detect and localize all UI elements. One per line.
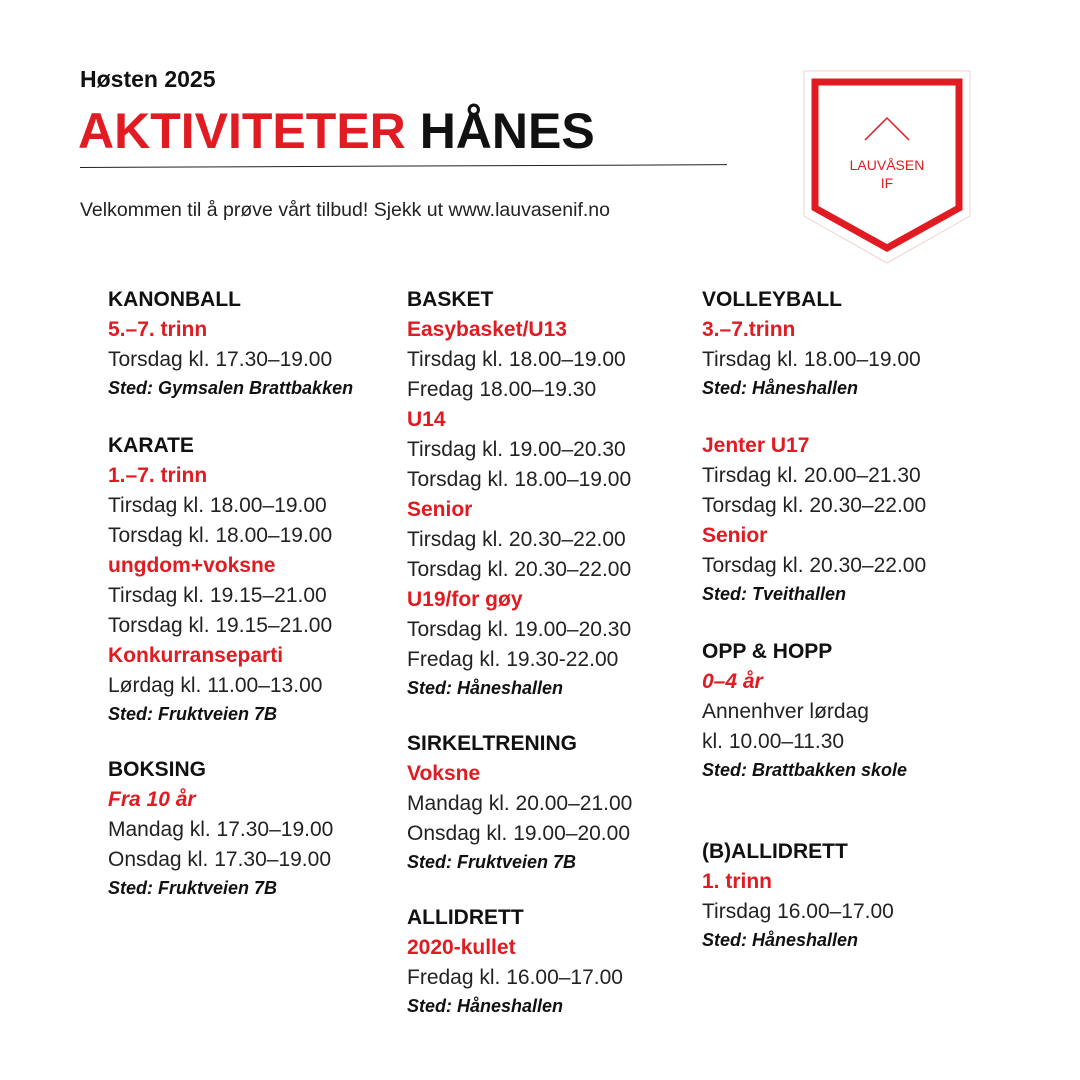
location: Sted: Tveithallen [702,584,847,604]
time-slot: Torsdag kl. 18.00–19.00 [407,468,632,491]
time-slot: Annenhver lørdag [702,700,869,723]
time-slot: Tirsdag kl. 18.00–19.00 [108,494,327,517]
time-slot: Tirsdag kl. 18.00–19.00 [702,348,921,371]
activity-name: SIRKELTRENING [407,732,577,755]
location: Sted: Håneshallen [407,678,564,698]
group-label: Senior [407,498,473,521]
group-label: U14 [407,408,446,431]
activity-column-2 [407,285,699,1019]
page-title-location: HÅNES [419,103,595,159]
group-label: 2020-kullet [407,936,516,959]
activity-name: KANONBALL [108,288,241,311]
group-label: Jenter U17 [702,434,810,457]
location: Sted: Fruktveien 7B [108,704,278,724]
activity-kanonball [108,285,400,401]
group-label: 1. trinn [702,870,773,893]
activity-volleyball-cont [702,431,1022,607]
page-title-accent: AKTIVITETER [78,103,406,159]
time-slot: Fredag kl. 16.00–17.00 [407,966,623,989]
location: Sted: Håneshallen [702,930,859,950]
group-label: ungdom+voksne [108,554,276,577]
time-slot: kl. 10.00–11.30 [702,730,845,753]
time-slot: Fredag 18.00–19.30 [407,378,597,401]
location: Sted: Håneshallen [702,378,859,398]
time-slot: Tirsdag kl. 20.30–22.00 [407,528,626,551]
activity-column-1 [108,285,400,901]
time-slot: Torsdag kl. 19.15–21.00 [108,614,333,637]
time-slot: Torsdag kl. 18.00–19.00 [108,524,333,547]
group-label: Senior [702,524,768,547]
time-slot: Mandag kl. 17.30–19.00 [108,818,334,841]
group-label: 0–4 år [702,670,763,693]
activity-boksing [108,755,400,901]
time-slot: Lørdag kl. 11.00–13.00 [108,674,323,697]
time-slot: Torsdag kl. 17.30–19.00 [108,348,333,371]
welcome-text: Velkommen til å prøve vårt tilbud! Sjekk ut www.lauvasenif.no [80,199,610,221]
activity-name: (B)ALLIDRETT [702,840,848,863]
club-logo [803,70,971,264]
activity-opp-og-hopp [702,637,1022,783]
time-slot: Tirsdag kl. 19.15–21.00 [108,584,327,607]
activity-karate [108,431,400,727]
time-slot: Torsdag kl. 20.30–22.00 [702,554,927,577]
logo-line2: IF [880,175,894,191]
title-divider [80,164,727,168]
group-label: Easybasket/U13 [407,318,567,341]
activity-ballidrett [702,837,1022,953]
group-label: U19/for gøy [407,588,523,611]
activity-sirkeltrening [407,729,699,875]
time-slot: Torsdag kl. 20.30–22.00 [407,558,632,581]
season-label: Høsten 2025 [80,66,216,92]
activity-name: BOKSING [108,758,207,781]
activity-column-3 [702,285,1022,953]
group-label: Voksne [407,762,481,785]
logo-line1: LAUVÅSEN [849,157,925,173]
time-slot: Tirsdag kl. 18.00–19.00 [407,348,626,371]
location: Sted: Fruktveien 7B [108,878,278,898]
location: Sted: Fruktveien 7B [407,852,577,872]
activity-volleyball [702,285,1022,401]
activity-name: BASKET [407,288,494,311]
activity-name: KARATE [108,434,194,457]
location: Sted: Håneshallen [407,996,564,1016]
time-slot: Tirsdag kl. 19.00–20.30 [407,438,626,461]
location: Sted: Brattbakken skole [702,760,908,780]
group-label: 3.–7.trinn [702,318,796,341]
group-label: 5.–7. trinn [108,318,208,341]
time-slot: Onsdag kl. 17.30–19.00 [108,848,332,871]
activity-name: ALLIDRETT [407,906,524,929]
time-slot: Tirsdag kl. 20.00–21.30 [702,464,921,487]
activity-name: OPP & HOPP [702,640,833,663]
activity-allidrett [407,903,699,1019]
location: Sted: Gymsalen Brattbakken [108,378,354,398]
group-label: Fra 10 år [108,788,196,811]
time-slot: Tirsdag 16.00–17.00 [702,900,894,923]
time-slot: Fredag kl. 19.30-22.00 [407,648,619,671]
time-slot: Onsdag kl. 19.00–20.00 [407,822,631,845]
page-title [78,100,595,162]
activity-name: VOLLEYBALL [702,288,842,311]
time-slot: Mandag kl. 20.00–21.00 [407,792,633,815]
time-slot: Torsdag kl. 20.30–22.00 [702,494,927,517]
activity-basket [407,285,699,701]
group-label: 1.–7. trinn [108,464,208,487]
club-shield-icon [803,70,971,264]
group-label: Konkurranseparti [108,644,284,667]
time-slot: Torsdag kl. 19.00–20.30 [407,618,632,641]
